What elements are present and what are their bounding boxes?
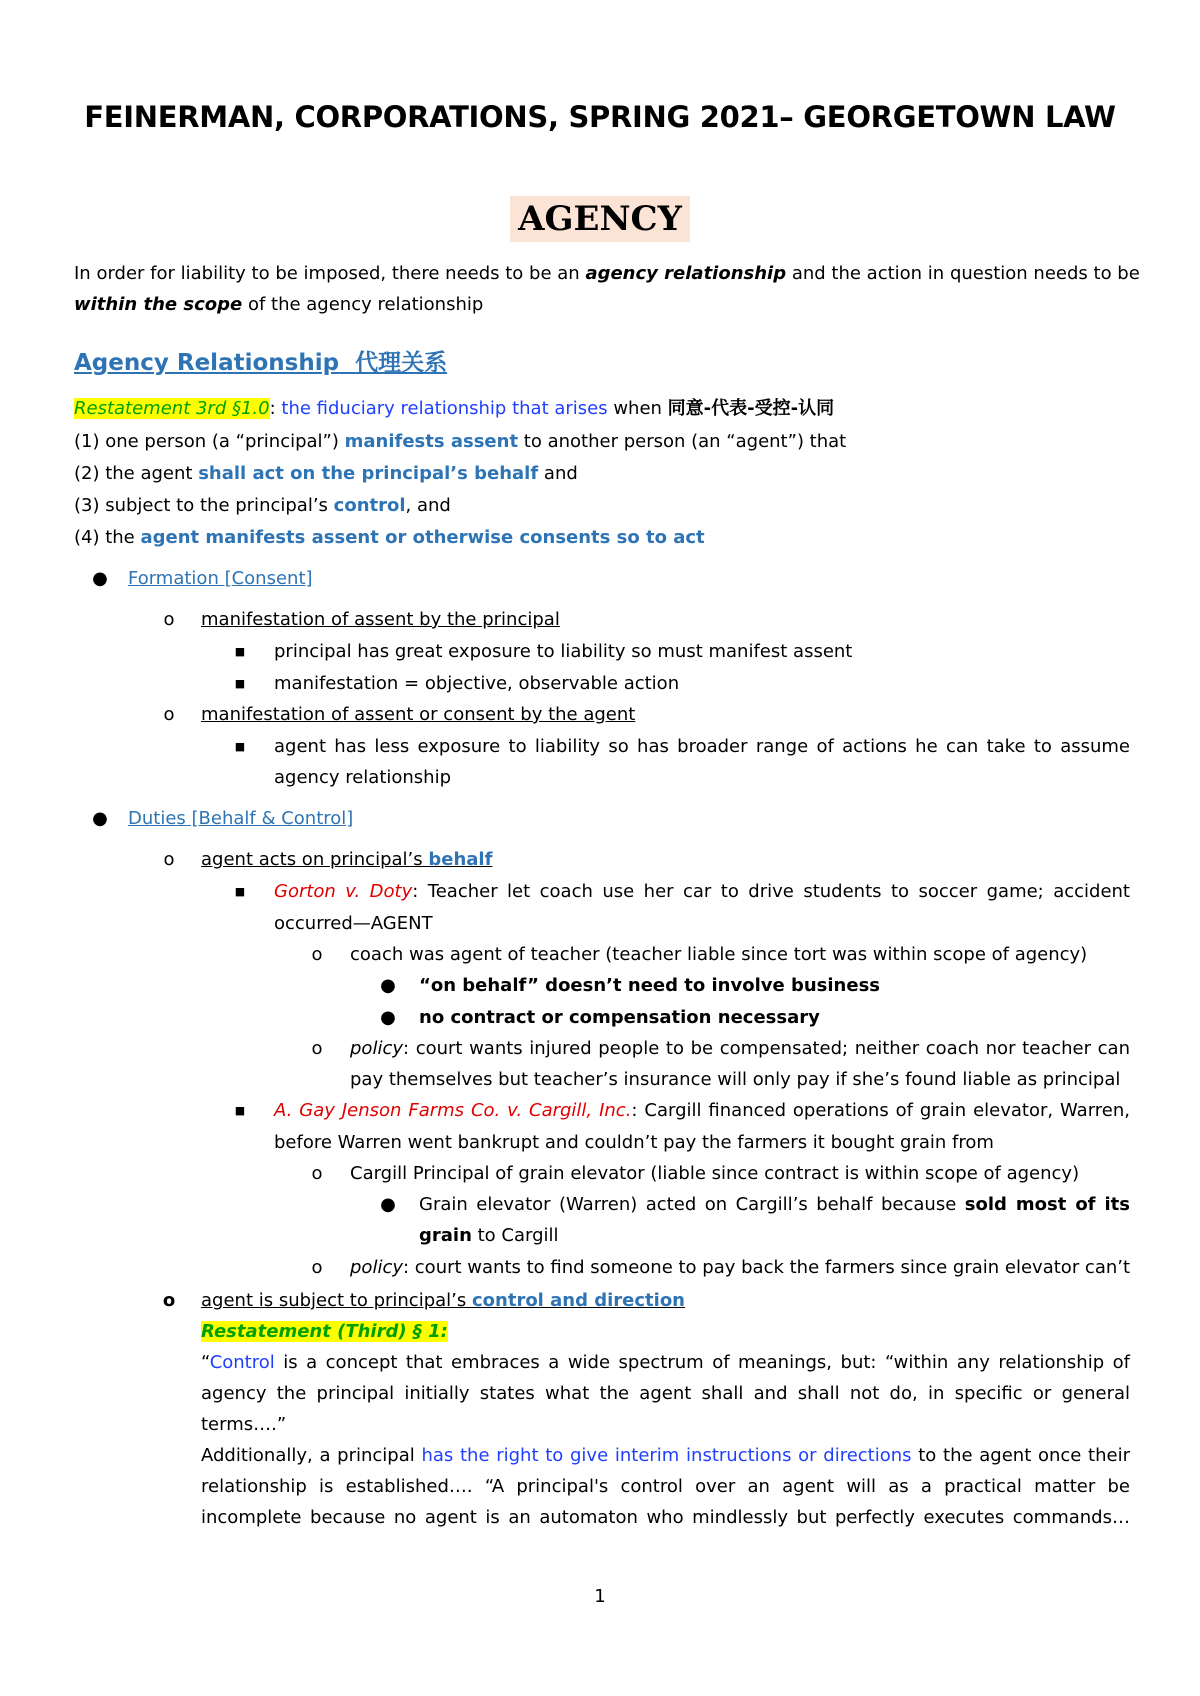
square-bullet-icon: ■ [234,885,246,898]
square-bullet-icon: ■ [234,740,246,753]
intro-emphasis: within the scope [74,294,243,315]
hollow-circle-bullet-icon: o [163,609,175,630]
quote-key: Control [209,1352,275,1373]
intro-line-2 [74,293,483,317]
duties-control [201,1289,685,1313]
definition-chinese: 同意-代表-受控-认同 [667,398,835,419]
element-key: shall act on the principal’s behalf [198,463,539,484]
formation-point-1: principal has great exposure to liability so must manifest assent [274,641,853,662]
definition-text: the fiduciary relationship that arises [275,398,608,419]
gorton-holding: coach was agent of teacher (teacher liable since tort was within scope of agency) [350,944,1088,965]
policy-text: : court wants injured people to be compensated; neither coach nor teacher can [403,1038,1130,1059]
hollow-circle-bullet-icon: o [163,704,175,725]
square-bullet-icon: ■ [234,677,246,690]
duties-heading: Duties [Behalf & Control] [128,808,354,829]
element-text: (3) subject to the principal’s [74,495,334,516]
duties-behalf [201,848,492,872]
element-text: , and [405,495,451,516]
filled-circle-bullet-icon: ● [92,808,108,829]
intro-text: In order for liability to be imposed, there needs to be an [74,263,586,284]
section-title-wrap [0,196,1200,242]
hollow-circle-bullet-icon: o [311,1038,323,1059]
gorton-policy-line-1 [350,1037,1130,1061]
element-text: to another person (an “agent”) that [518,431,847,452]
intro-text: of the agency relationship [242,294,484,315]
control-quote-3: terms….” [201,1414,287,1435]
hollow-circle-bullet-icon: o [311,944,323,965]
filled-circle-bullet-icon: ● [380,1007,396,1028]
control-quote-4 [201,1444,1130,1468]
formation-principal-assent: manifestation of assent by the principal [201,609,560,630]
control-text: agent is subject to principal’s [201,1290,472,1311]
control-quote-6: incomplete because no agent is an automaton who mindlessly but perfectly executes commands… [201,1507,1130,1528]
element-2 [74,462,578,486]
section-title: AGENCY [510,196,690,242]
control-quote-5: relationship is established…. “A principal's control over an agent will as a practical matter be [201,1476,1130,1497]
quote-key: has the right to give interim instructions or directions [421,1445,912,1466]
element-text: (1) one person (a “principal”) [74,431,345,452]
behalf-text: agent acts on principal’s [201,849,429,870]
point-emphasis: grain [419,1225,472,1246]
gorton-point-2: no contract or compensation necessary [419,1007,820,1028]
control-restatement [201,1320,448,1344]
formation-agent-assent: manifestation of assent or consent by the agent [201,704,636,725]
case-name: A. Gay Jenson Farms Co. v. Cargill, Inc. [274,1100,632,1121]
colon: : [440,1321,448,1342]
case-name: Gorton v. Doty [274,881,413,902]
formation-point-2: manifestation = objective, observable action [274,673,680,694]
element-1 [74,430,846,454]
quote-text: Additionally, a principal [201,1445,422,1466]
policy-label: policy [350,1257,403,1278]
intro-line-1 [74,262,1140,286]
control-key: control and direction [471,1290,685,1311]
element-3 [74,494,451,518]
colon: : [269,398,276,419]
cargill-point-1 [419,1193,1130,1217]
control-quote-1 [201,1351,1130,1375]
cargill-line-1 [274,1099,1130,1123]
control-quote-2: agency the principal initially states what the agent shall and shall not do, in specific or general [201,1383,1130,1404]
gorton-policy-line-2: pay themselves but teacher’s insurance will only pay if she’s found liable as principal [350,1069,1121,1090]
hollow-circle-bullet-icon: o [311,1163,323,1184]
filled-circle-bullet-icon: ● [92,568,108,589]
agency-relationship-heading [74,344,447,377]
element-key: agent manifests assent or otherwise consents so to act [140,527,705,548]
case-text: : Teacher let coach use her car to drive students to soccer game; accident [412,881,1130,902]
element-key: control [333,495,406,516]
intro-text: and the action in question needs to be [786,263,1140,284]
restatement-line [74,397,834,421]
formation-point-3: agent has less exposure to liability so has broader range of actions he can take to assume [274,736,1130,757]
cargill-holding: Cargill Principal of grain elevator (liable since contract is within scope of agency) [350,1163,1080,1184]
cargill-point-1-cont [419,1224,559,1248]
point-emphasis: sold most of its [964,1194,1131,1215]
hollow-circle-bullet-icon: o [162,1290,176,1311]
formation-point-3-cont: agency relationship [274,767,452,788]
gorton-line-1 [274,880,1130,904]
document-title: FEINERMAN, CORPORATIONS, SPRING 2021– GEORGETOWN LAW [84,100,1116,134]
element-text: and [538,463,578,484]
intro-emphasis: agency relationship [585,263,787,284]
quote-mark: “ [201,1352,210,1373]
policy-text: : court wants to find someone to pay back the farmers since grain elevator can’t [403,1257,1131,1278]
element-text: (4) the [74,527,141,548]
heading-english: Agency Relationship [74,350,340,376]
policy-label: policy [350,1038,403,1059]
point-text: to Cargill [471,1225,559,1246]
filled-circle-bullet-icon: ● [380,975,396,996]
restatement-citation: Restatement 3rd §1.0 [74,398,270,419]
quote-text: to the agent once their [911,1445,1130,1466]
hollow-circle-bullet-icon: o [311,1257,323,1278]
restatement-citation: Restatement (Third) § 1 [201,1321,441,1342]
formation-heading: Formation [Consent] [128,568,313,589]
gorton-point-1: “on behalf” doesn’t need to involve business [419,975,880,996]
quote-text: is a concept that embraces a wide spectrum of meanings, but: “within any relationship of [274,1352,1130,1373]
case-text: : Cargill financed operations of grain elevator, Warren, [631,1100,1130,1121]
hollow-circle-bullet-icon: o [163,849,175,870]
gorton-line-2: occurred—AGENT [274,913,433,934]
cargill-line-2: before Warren went bankrupt and couldn’t pay the farmers it bought grain from [274,1132,994,1153]
element-key: manifests assent [344,431,519,452]
element-4 [74,526,705,550]
square-bullet-icon: ■ [234,1104,246,1117]
behalf-key: behalf [428,849,493,870]
square-bullet-icon: ■ [234,645,246,658]
cargill-policy [350,1256,1130,1280]
point-text: Grain elevator (Warren) acted on Cargill’s behalf because [419,1194,965,1215]
filled-circle-bullet-icon: ● [380,1194,396,1215]
element-text: (2) the agent [74,463,199,484]
heading-chinese: 代理关系 [355,350,448,376]
definition-text: when [607,398,668,419]
page-number: 1 [594,1586,606,1607]
